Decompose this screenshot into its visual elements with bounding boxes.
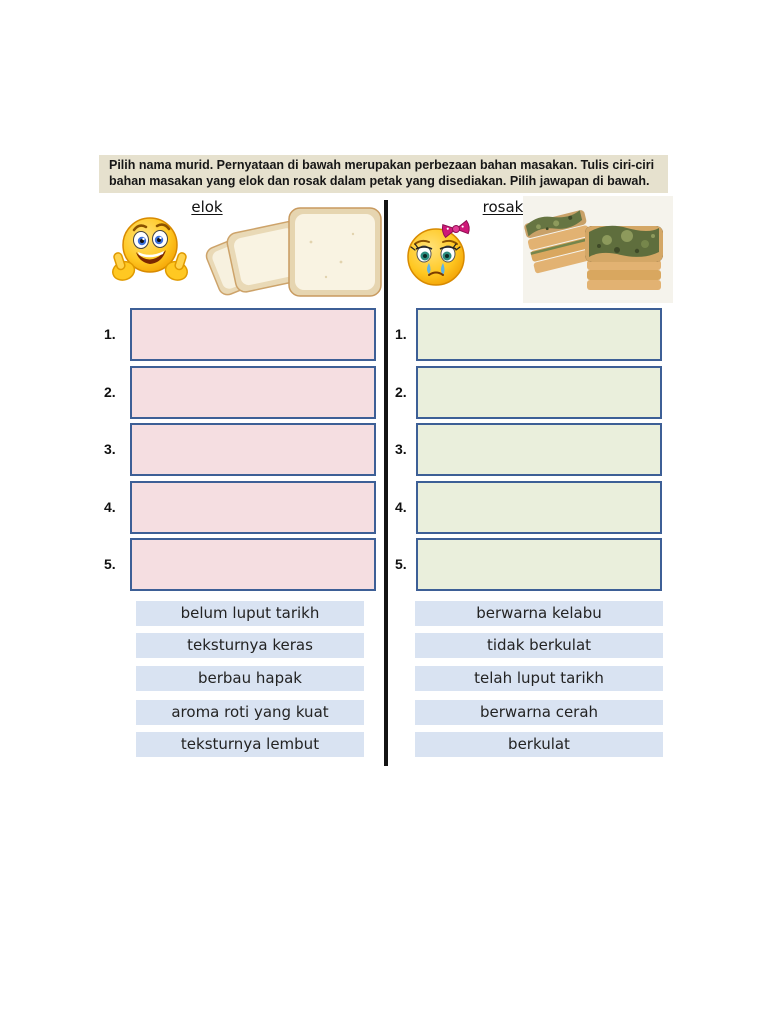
option-rosak-1[interactable]: berwarna kelabu [415,601,663,626]
answer-box-elok-4[interactable] [130,481,376,534]
answer-box-rosak-2[interactable] [416,366,662,419]
answer-box-elok-1[interactable] [130,308,376,361]
instructions-text: Pilih nama murid. Pernyataan di bawah merupakan perbezaan bahan masakan. Tulis ciri-ciri bahan masakan yang elok dan rosak dalam petak yang disediakan. Pilih jawapan di bawah. [109,158,655,188]
answer-box-elok-2[interactable] [130,366,376,419]
row-number-rosak-2: 2. [395,384,407,400]
row-number-rosak-3: 3. [395,441,407,457]
answer-box-elok-5[interactable] [130,538,376,591]
row-number-elok-4: 4. [104,499,116,515]
answer-box-rosak-3[interactable] [416,423,662,476]
option-elok-2[interactable]: teksturnya keras [136,633,364,658]
row-number-rosak-5: 5. [395,556,407,572]
sad-crying-smiley-emoji-icon [401,217,475,291]
answer-box-rosak-4[interactable] [416,481,662,534]
moldy-bread-image [523,196,673,303]
answer-box-elok-3[interactable] [130,423,376,476]
fresh-bread-image [201,202,387,303]
row-number-elok-1: 1. [104,326,116,342]
row-number-elok-5: 5. [104,556,116,572]
option-rosak-3[interactable]: telah luput tarikh [415,666,663,691]
option-elok-4[interactable]: aroma roti yang kuat [136,700,364,725]
answer-box-rosak-1[interactable] [416,308,662,361]
heading-elok: elok [191,198,223,216]
option-elok-5[interactable]: teksturnya lembut [136,732,364,757]
option-rosak-5[interactable]: berkulat [415,732,663,757]
row-number-elok-3: 3. [104,441,116,457]
row-number-elok-2: 2. [104,384,116,400]
column-divider [384,200,388,766]
row-number-rosak-1: 1. [395,326,407,342]
answer-box-rosak-5[interactable] [416,538,662,591]
thumbs-up-smiley-emoji-icon [107,211,193,289]
row-number-rosak-4: 4. [395,499,407,515]
heading-rosak: rosak [482,198,524,216]
option-rosak-2[interactable]: tidak berkulat [415,633,663,658]
instructions-banner [99,155,668,193]
option-elok-1[interactable]: belum luput tarikh [136,601,364,626]
option-rosak-4[interactable]: berwarna cerah [415,700,663,725]
option-elok-3[interactable]: berbau hapak [136,666,364,691]
